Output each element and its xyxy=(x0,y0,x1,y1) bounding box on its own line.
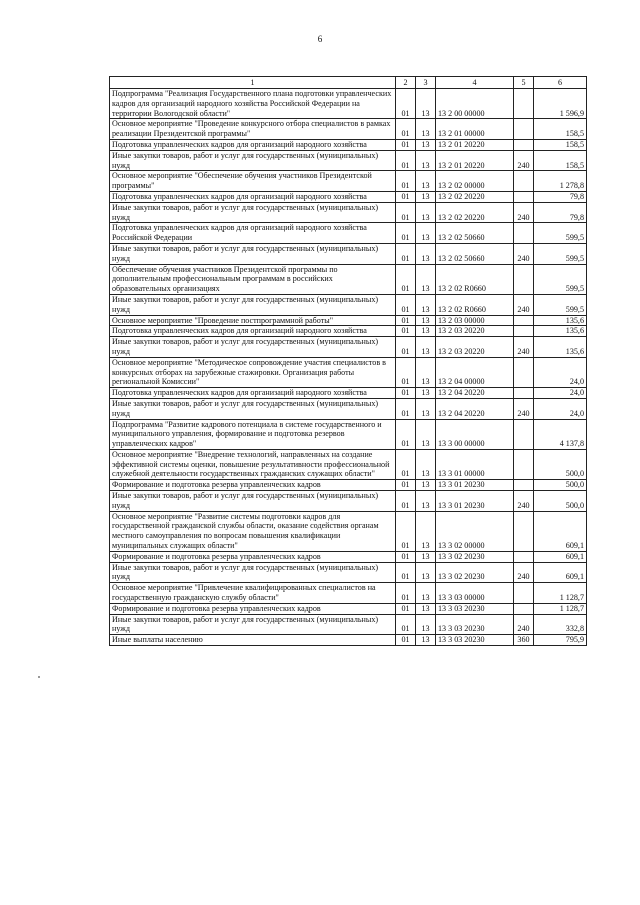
row-expense-type-cell xyxy=(514,264,534,294)
row-subsection-cell: 13 xyxy=(416,419,436,449)
row-expense-type-cell: 240 xyxy=(514,294,534,315)
row-subsection-cell: 13 xyxy=(416,357,436,387)
row-name-cell: Формирование и подготовка резерва управленческих кадров xyxy=(110,551,396,562)
row-expense-type-cell xyxy=(514,551,534,562)
table-row xyxy=(110,635,587,646)
row-subsection-cell: 13 xyxy=(416,294,436,315)
row-expense-type-cell xyxy=(514,583,534,604)
scan-dot xyxy=(38,676,40,678)
row-subsection-cell: 13 xyxy=(416,449,436,479)
row-amount-cell: 1 278,8 xyxy=(534,171,587,192)
table-row xyxy=(110,294,587,315)
row-amount-cell: 135,6 xyxy=(534,315,587,326)
row-expense-type-cell xyxy=(514,357,534,387)
table-row xyxy=(110,357,587,387)
row-amount-cell: 599,5 xyxy=(534,294,587,315)
table-row xyxy=(110,603,587,614)
row-subsection-cell: 13 xyxy=(416,480,436,491)
row-subsection-cell: 13 xyxy=(416,388,436,399)
row-target-article-cell: 13 2 00 00000 xyxy=(436,89,514,119)
row-target-article-cell: 13 3 02 20230 xyxy=(436,562,514,583)
row-expense-type-cell: 240 xyxy=(514,491,534,512)
table-row xyxy=(110,491,587,512)
row-name-cell: Основное мероприятие "Внедрение технологий, направленных на создание эффективной системы оценки, повышение результативности профессиональной служебной деятельности государственных гражданских служащих области" xyxy=(110,449,396,479)
row-section-cell: 01 xyxy=(396,223,416,244)
row-section-cell: 01 xyxy=(396,419,416,449)
row-target-article-cell: 13 2 04 20220 xyxy=(436,388,514,399)
table-row xyxy=(110,315,587,326)
row-name-cell: Иные закупки товаров, работ и услуг для государственных (муниципальных) нужд xyxy=(110,243,396,264)
table-row xyxy=(110,562,587,583)
row-target-article-cell: 13 3 01 20230 xyxy=(436,480,514,491)
row-amount-cell: 795,9 xyxy=(534,635,587,646)
row-section-cell: 01 xyxy=(396,139,416,150)
table-row xyxy=(110,551,587,562)
table-row xyxy=(110,119,587,140)
row-target-article-cell: 13 3 03 20230 xyxy=(436,635,514,646)
row-expense-type-cell xyxy=(514,603,534,614)
row-amount-cell: 1 596,9 xyxy=(534,89,587,119)
row-expense-type-cell: 240 xyxy=(514,150,534,171)
page-number: 6 xyxy=(317,34,323,44)
row-name-cell: Основное мероприятие "Методическое сопровождение участия специалистов в конкурсных отборах на зарубежные стажировки. Организация работы региональной Комиссии" xyxy=(110,357,396,387)
row-amount-cell: 158,5 xyxy=(534,150,587,171)
row-expense-type-cell: 360 xyxy=(514,635,534,646)
row-name-cell: Иные закупки товаров, работ и услуг для государственных (муниципальных) нужд xyxy=(110,398,396,419)
row-subsection-cell: 13 xyxy=(416,202,436,223)
row-name-cell: Иные закупки товаров, работ и услуг для государственных (муниципальных) нужд xyxy=(110,150,396,171)
row-amount-cell: 135,6 xyxy=(534,326,587,337)
row-expense-type-cell xyxy=(514,89,534,119)
col-header-6: 6 xyxy=(534,77,587,89)
row-target-article-cell: 13 3 03 20230 xyxy=(436,614,514,635)
row-expense-type-cell xyxy=(514,119,534,140)
row-name-cell: Основное мероприятие "Проведение постпрограммной работы" xyxy=(110,315,396,326)
row-amount-cell: 4 137,8 xyxy=(534,419,587,449)
table-row xyxy=(110,243,587,264)
row-amount-cell: 79,8 xyxy=(534,202,587,223)
row-section-cell: 01 xyxy=(396,480,416,491)
header-row xyxy=(110,77,587,89)
row-name-cell: Подготовка управленческих кадров для организаций народного хозяйства xyxy=(110,191,396,202)
row-amount-cell: 24,0 xyxy=(534,357,587,387)
row-section-cell: 01 xyxy=(396,150,416,171)
row-section-cell: 01 xyxy=(396,357,416,387)
table-row xyxy=(110,614,587,635)
row-subsection-cell: 13 xyxy=(416,635,436,646)
row-target-article-cell: 13 2 04 00000 xyxy=(436,357,514,387)
table-row xyxy=(110,202,587,223)
row-name-cell: Иные выплаты населению xyxy=(110,635,396,646)
table-row xyxy=(110,139,587,150)
table-row xyxy=(110,326,587,337)
row-section-cell: 01 xyxy=(396,202,416,223)
row-name-cell: Формирование и подготовка резерва управленческих кадров xyxy=(110,603,396,614)
row-amount-cell: 609,1 xyxy=(534,551,587,562)
row-expense-type-cell: 240 xyxy=(514,398,534,419)
row-section-cell: 01 xyxy=(396,191,416,202)
row-expense-type-cell xyxy=(514,388,534,399)
row-name-cell: Основное мероприятие "Развитие системы подготовки кадров для государственной гражданской службы области, оказание содействия органам местного самоуправления по вопросам повышения квалификации муниципальных служащих области" xyxy=(110,511,396,551)
row-section-cell: 01 xyxy=(396,562,416,583)
row-amount-cell: 1 128,7 xyxy=(534,583,587,604)
row-target-article-cell: 13 2 02 R0660 xyxy=(436,294,514,315)
row-amount-cell: 599,5 xyxy=(534,264,587,294)
row-target-article-cell: 13 2 02 50660 xyxy=(436,223,514,244)
row-amount-cell: 599,5 xyxy=(534,223,587,244)
table-row xyxy=(110,89,587,119)
row-target-article-cell: 13 3 01 20230 xyxy=(436,491,514,512)
row-subsection-cell: 13 xyxy=(416,491,436,512)
table-row xyxy=(110,449,587,479)
row-section-cell: 01 xyxy=(396,398,416,419)
row-section-cell: 01 xyxy=(396,551,416,562)
row-name-cell: Основное мероприятие "Проведение конкурсного отбора специалистов в рамках реализации Президентской программы" xyxy=(110,119,396,140)
row-subsection-cell: 13 xyxy=(416,223,436,244)
row-subsection-cell: 13 xyxy=(416,511,436,551)
row-amount-cell: 79,8 xyxy=(534,191,587,202)
row-target-article-cell: 13 3 00 00000 xyxy=(436,419,514,449)
col-header-2: 2 xyxy=(396,77,416,89)
row-expense-type-cell xyxy=(514,480,534,491)
row-name-cell: Подготовка управленческих кадров для организаций народного хозяйства xyxy=(110,139,396,150)
row-amount-cell: 599,5 xyxy=(534,243,587,264)
row-subsection-cell: 13 xyxy=(416,326,436,337)
col-header-1: 1 xyxy=(110,77,396,89)
row-subsection-cell: 13 xyxy=(416,614,436,635)
row-expense-type-cell xyxy=(514,139,534,150)
row-target-article-cell: 13 2 01 20220 xyxy=(436,150,514,171)
row-section-cell: 01 xyxy=(396,326,416,337)
row-amount-cell: 158,5 xyxy=(534,139,587,150)
table-row xyxy=(110,388,587,399)
row-amount-cell: 24,0 xyxy=(534,388,587,399)
row-name-cell: Иные закупки товаров, работ и услуг для государственных (муниципальных) нужд xyxy=(110,337,396,358)
row-name-cell: Иные закупки товаров, работ и услуг для государственных (муниципальных) нужд xyxy=(110,614,396,635)
row-subsection-cell: 13 xyxy=(416,603,436,614)
row-subsection-cell: 13 xyxy=(416,191,436,202)
row-expense-type-cell xyxy=(514,315,534,326)
row-section-cell: 01 xyxy=(396,119,416,140)
row-subsection-cell: 13 xyxy=(416,398,436,419)
row-section-cell: 01 xyxy=(396,89,416,119)
row-target-article-cell: 13 3 03 20230 xyxy=(436,603,514,614)
table-row xyxy=(110,171,587,192)
row-subsection-cell: 13 xyxy=(416,119,436,140)
row-target-article-cell: 13 3 02 00000 xyxy=(436,511,514,551)
row-name-cell: Иные закупки товаров, работ и услуг для государственных (муниципальных) нужд xyxy=(110,202,396,223)
table-row xyxy=(110,264,587,294)
col-header-4: 4 xyxy=(436,77,514,89)
table-row xyxy=(110,511,587,551)
row-expense-type-cell xyxy=(514,511,534,551)
row-target-article-cell: 13 3 01 00000 xyxy=(436,449,514,479)
row-expense-type-cell: 240 xyxy=(514,562,534,583)
budget-table xyxy=(109,76,587,646)
row-target-article-cell: 13 2 04 20220 xyxy=(436,398,514,419)
row-section-cell: 01 xyxy=(396,264,416,294)
row-amount-cell: 500,0 xyxy=(534,480,587,491)
row-target-article-cell: 13 2 03 00000 xyxy=(436,315,514,326)
row-section-cell: 01 xyxy=(396,388,416,399)
row-target-article-cell: 13 2 03 20220 xyxy=(436,337,514,358)
row-section-cell: 01 xyxy=(396,337,416,358)
table-row xyxy=(110,223,587,244)
table-row xyxy=(110,191,587,202)
row-target-article-cell: 13 3 02 20230 xyxy=(436,551,514,562)
row-amount-cell: 609,1 xyxy=(534,511,587,551)
row-section-cell: 01 xyxy=(396,449,416,479)
row-name-cell: Подпрограмма "Реализация Государственного плана подготовки управленческих кадров для организаций народного хозяйства Российской Федерации на территории Вологодской области" xyxy=(110,89,396,119)
row-section-cell: 01 xyxy=(396,603,416,614)
row-expense-type-cell: 240 xyxy=(514,337,534,358)
row-target-article-cell: 13 2 01 00000 xyxy=(436,119,514,140)
row-name-cell: Формирование и подготовка резерва управленческих кадров xyxy=(110,480,396,491)
table-row xyxy=(110,337,587,358)
row-name-cell: Иные закупки товаров, работ и услуг для государственных (муниципальных) нужд xyxy=(110,294,396,315)
row-amount-cell: 158,5 xyxy=(534,119,587,140)
row-expense-type-cell: 240 xyxy=(514,243,534,264)
row-subsection-cell: 13 xyxy=(416,150,436,171)
row-name-cell: Подготовка управленческих кадров для организаций народного хозяйства Российской Федерации xyxy=(110,223,396,244)
row-name-cell: Иные закупки товаров, работ и услуг для государственных (муниципальных) нужд xyxy=(110,491,396,512)
row-amount-cell: 24,0 xyxy=(534,398,587,419)
row-target-article-cell: 13 2 02 50660 xyxy=(436,243,514,264)
table-row xyxy=(110,480,587,491)
row-expense-type-cell: 240 xyxy=(514,202,534,223)
row-amount-cell: 609,1 xyxy=(534,562,587,583)
row-section-cell: 01 xyxy=(396,491,416,512)
row-section-cell: 01 xyxy=(396,511,416,551)
row-subsection-cell: 13 xyxy=(416,337,436,358)
row-subsection-cell: 13 xyxy=(416,583,436,604)
row-name-cell: Основное мероприятие "Привлечение квалифицированных специалистов на государственную гражданскую службу области" xyxy=(110,583,396,604)
row-expense-type-cell xyxy=(514,449,534,479)
row-subsection-cell: 13 xyxy=(416,315,436,326)
row-subsection-cell: 13 xyxy=(416,562,436,583)
row-target-article-cell: 13 2 02 00000 xyxy=(436,171,514,192)
table-row xyxy=(110,419,587,449)
row-subsection-cell: 13 xyxy=(416,89,436,119)
col-header-5: 5 xyxy=(514,77,534,89)
row-subsection-cell: 13 xyxy=(416,171,436,192)
row-subsection-cell: 13 xyxy=(416,139,436,150)
row-target-article-cell: 13 2 02 20220 xyxy=(436,191,514,202)
row-name-cell: Основное мероприятие "Обеспечение обучения участников Президентской программы" xyxy=(110,171,396,192)
row-amount-cell: 500,0 xyxy=(534,491,587,512)
row-section-cell: 01 xyxy=(396,171,416,192)
row-name-cell: Обеспечение обучения участников Президентской программы по дополнительным профессиональным программам в российских образовательных организациях xyxy=(110,264,396,294)
row-subsection-cell: 13 xyxy=(416,264,436,294)
row-target-article-cell: 13 2 03 20220 xyxy=(436,326,514,337)
row-expense-type-cell xyxy=(514,223,534,244)
table-row xyxy=(110,583,587,604)
row-section-cell: 01 xyxy=(396,243,416,264)
table-row xyxy=(110,398,587,419)
row-name-cell: Подготовка управленческих кадров для организаций народного хозяйства xyxy=(110,388,396,399)
row-amount-cell: 1 128,7 xyxy=(534,603,587,614)
row-expense-type-cell xyxy=(514,326,534,337)
row-target-article-cell: 13 2 02 R0660 xyxy=(436,264,514,294)
row-section-cell: 01 xyxy=(396,635,416,646)
table-row xyxy=(110,150,587,171)
row-name-cell: Иные закупки товаров, работ и услуг для государственных (муниципальных) нужд xyxy=(110,562,396,583)
row-section-cell: 01 xyxy=(396,294,416,315)
row-subsection-cell: 13 xyxy=(416,551,436,562)
row-name-cell: Подготовка управленческих кадров для организаций народного хозяйства xyxy=(110,326,396,337)
col-header-3: 3 xyxy=(416,77,436,89)
row-amount-cell: 135,6 xyxy=(534,337,587,358)
row-section-cell: 01 xyxy=(396,614,416,635)
row-subsection-cell: 13 xyxy=(416,243,436,264)
row-section-cell: 01 xyxy=(396,583,416,604)
row-target-article-cell: 13 3 03 00000 xyxy=(436,583,514,604)
row-section-cell: 01 xyxy=(396,315,416,326)
row-expense-type-cell xyxy=(514,419,534,449)
row-amount-cell: 500,0 xyxy=(534,449,587,479)
row-target-article-cell: 13 2 01 20220 xyxy=(436,139,514,150)
row-expense-type-cell xyxy=(514,191,534,202)
row-amount-cell: 332,8 xyxy=(534,614,587,635)
row-name-cell: Подпрограмма "Развитие кадрового потенциала в системе государственного и муниципального управления, формирование и подготовка резервов управленческих кадров" xyxy=(110,419,396,449)
row-expense-type-cell: 240 xyxy=(514,614,534,635)
row-target-article-cell: 13 2 02 20220 xyxy=(436,202,514,223)
row-expense-type-cell xyxy=(514,171,534,192)
